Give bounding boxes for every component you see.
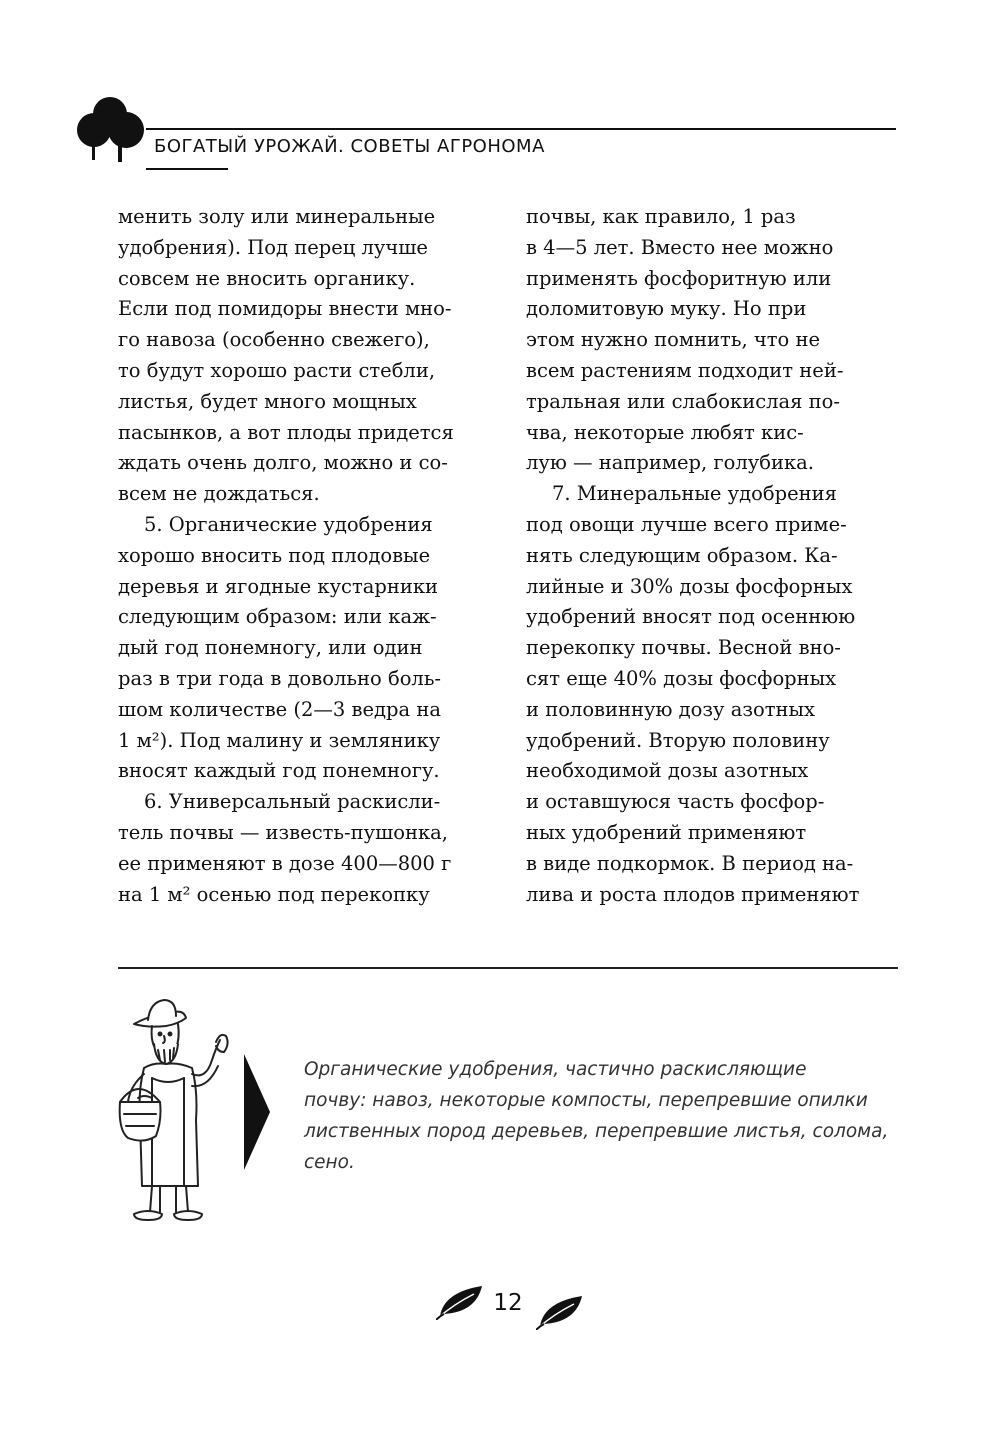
left-column xyxy=(118,202,498,910)
text-line: 1 м²). Под малину и землянику xyxy=(118,728,441,752)
tip-line: лиственных пород деревьев, перепревшие листья, солома, xyxy=(304,1121,889,1142)
text-line: удобрений вносят под осеннюю xyxy=(526,605,856,629)
text-line: ее применяют в дозе 400—800 г xyxy=(118,851,452,875)
tip-text xyxy=(304,1054,904,1178)
tip-line: Органические удобрения, частично раскисляющие xyxy=(304,1059,807,1080)
text-line: доломитовую муку. Но при xyxy=(526,297,807,321)
header-rule xyxy=(146,128,896,130)
text-line: и оставшуюся часть фосфор- xyxy=(526,790,825,814)
tree-logo-icon xyxy=(72,88,152,168)
text-line: лую — например, голубика. xyxy=(526,451,814,475)
text-line: вносят каждый год понемногу. xyxy=(118,759,440,783)
text-line: деревья и ягодные кустарники xyxy=(118,574,439,598)
text-line: удобрения). Под перец лучше xyxy=(118,235,428,259)
text-line: пасынков, а вот плоды придется xyxy=(118,420,454,444)
text-line: всем не дождаться. xyxy=(118,482,320,506)
text-line: тель почвы — известь-пушонка, xyxy=(118,820,448,844)
text-line: 5. Органические удобрения xyxy=(144,512,433,536)
text-line: ных удобрений применяют xyxy=(526,820,807,844)
running-title: БОГАТЫЙ УРОЖАЙ. СОВЕТЫ АГРОНОМА xyxy=(154,136,545,157)
text-line: совсем не вносить органику. xyxy=(118,266,416,290)
text-line: этом нужно помнить, что не xyxy=(526,328,821,352)
triangle-marker-icon xyxy=(244,1054,270,1170)
text-line: 6. Универсальный раскисли- xyxy=(144,790,441,814)
header-underline xyxy=(146,168,228,170)
right-column xyxy=(526,202,906,910)
text-line: дый год понемногу, или один xyxy=(118,636,423,660)
text-line: и половинную дозу азотных xyxy=(526,697,816,721)
text-line: необходимой дозы азотных xyxy=(526,759,809,783)
text-line: лийные и 30% дозы фосфорных xyxy=(526,574,853,598)
text-line: хорошо вносить под плодовые xyxy=(118,543,431,567)
text-line: менить золу или минеральные xyxy=(118,205,436,228)
text-line: всем растениям подходит ней- xyxy=(526,358,844,382)
section-divider xyxy=(118,967,898,969)
text-line: тральная или слабокислая по- xyxy=(526,389,840,413)
text-line: удобрений. Вторую половину xyxy=(526,728,830,752)
text-line: листья, будет много мощных xyxy=(118,389,417,413)
text-line: следующим образом: или каж- xyxy=(118,605,437,629)
text-line: лива и роста плодов применяют xyxy=(526,882,860,906)
text-line: раз в три года в довольно боль- xyxy=(118,666,442,690)
text-line: ждать очень долго, можно и со- xyxy=(118,451,448,475)
text-line: чва, некоторые любят кис- xyxy=(526,420,804,444)
text-line: го навоза (особенно свежего), xyxy=(118,328,430,352)
text-line: шом количестве (2—3 ведра на xyxy=(118,697,441,721)
text-line: под овощи лучше всего приме- xyxy=(526,512,847,536)
page-number: 12 xyxy=(493,1290,523,1316)
text-line: сят еще 40% дозы фосфорных xyxy=(526,666,837,690)
text-line: перекопку почвы. Весной вно- xyxy=(526,636,841,660)
text-line: 7. Минеральные удобрения xyxy=(552,482,837,506)
leaf-right-icon xyxy=(536,1292,586,1330)
text-line: почвы, как правило, 1 раз xyxy=(526,205,796,228)
text-line: нять следующим образом. Ка- xyxy=(526,543,838,567)
text-line: на 1 м² осенью под перекопку xyxy=(118,882,430,906)
leaf-left-icon xyxy=(436,1282,486,1320)
text-line: Если под помидоры внести мно- xyxy=(118,297,452,321)
farmer-illustration-icon xyxy=(108,990,238,1230)
text-line: в 4—5 лет. Вместо нее можно xyxy=(526,235,834,259)
text-line: в виде подкормок. В период на- xyxy=(526,851,854,875)
tip-line: почву: навоз, некоторые компосты, перепревшие опилки xyxy=(304,1090,868,1111)
text-line: то будут хорошо расти стебли, xyxy=(118,358,436,382)
tip-line: сено. xyxy=(304,1152,355,1173)
text-line: применять фосфоритную или xyxy=(526,266,832,290)
